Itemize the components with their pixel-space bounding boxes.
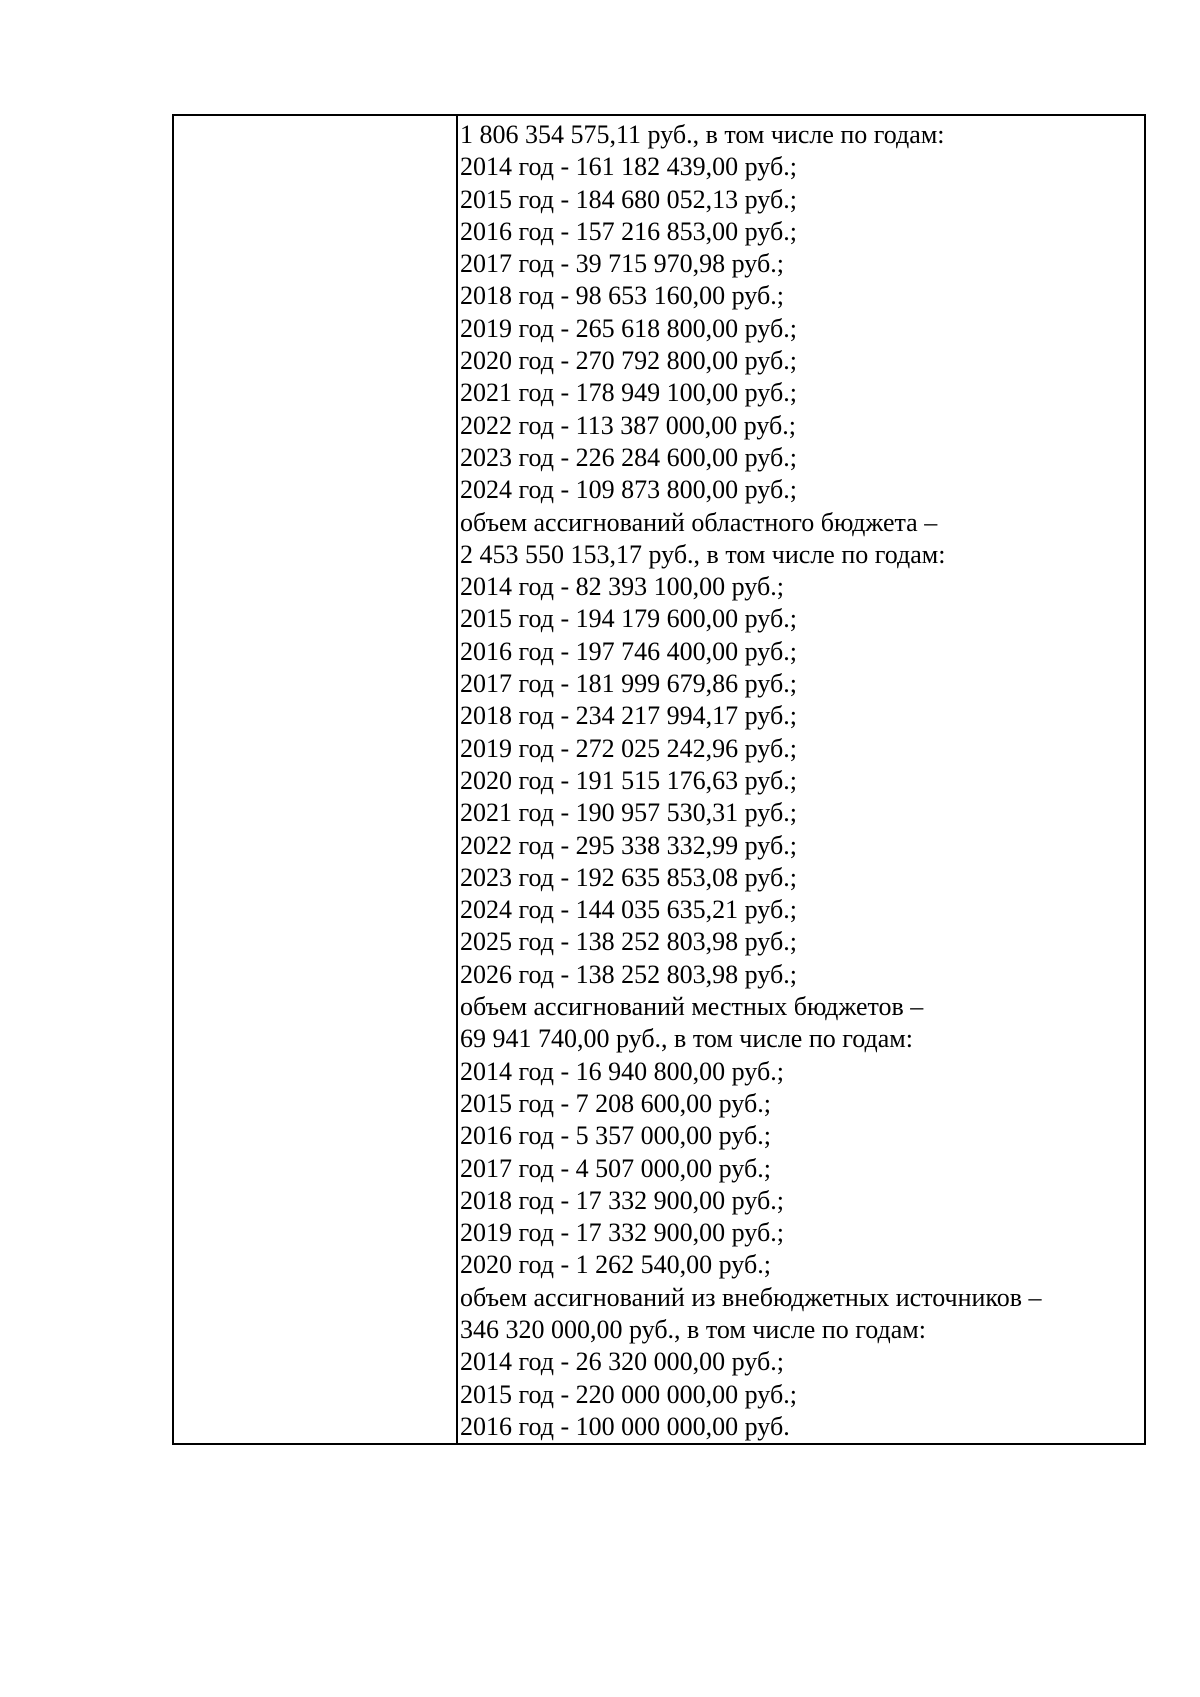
funding-line: 2014 год - 82 393 100,00 руб.; xyxy=(460,572,784,602)
funding-line: 2016 год - 157 216 853,00 руб.; xyxy=(460,216,797,246)
funding-line: 2015 год - 7 208 600,00 руб.; xyxy=(460,1088,771,1118)
funding-line: 2020 год - 270 792 800,00 руб.; xyxy=(460,346,797,376)
funding-line: 2023 год - 192 635 853,08 руб.; xyxy=(460,862,797,892)
funding-line: 2019 год - 265 618 800,00 руб.; xyxy=(460,313,797,343)
funding-line: 2015 год - 220 000 000,00 руб.; xyxy=(460,1379,797,1409)
funding-line: 69 941 740,00 руб., в том числе по годам: xyxy=(460,1024,913,1054)
funding-line: 2019 год - 272 025 242,96 руб.; xyxy=(460,733,797,763)
funding-line: 2018 год - 17 332 900,00 руб.; xyxy=(460,1185,784,1215)
funding-line: 2025 год - 138 252 803,98 руб.; xyxy=(460,927,797,957)
funding-line: 2024 год - 109 873 800,00 руб.; xyxy=(460,475,797,505)
funding-line: 2022 год - 295 338 332,99 руб.; xyxy=(460,830,797,860)
funding-line: 2023 год - 226 284 600,00 руб.; xyxy=(460,442,797,472)
funding-line: объем ассигнований местных бюджетов – xyxy=(460,992,924,1022)
funding-line: 2016 год - 197 746 400,00 руб.; xyxy=(460,636,797,666)
funding-line: 2020 год - 1 262 540,00 руб.; xyxy=(460,1250,771,1280)
funding-line: 2016 год - 100 000 000,00 руб. xyxy=(460,1411,790,1441)
funding-line: объем ассигнований областного бюджета – xyxy=(460,507,938,537)
funding-line: объем ассигнований из внебюджетных источников – xyxy=(460,1282,1042,1312)
funding-line: 2017 год - 4 507 000,00 руб.; xyxy=(460,1153,771,1183)
funding-table xyxy=(172,114,1146,1445)
funding-line: 2018 год - 234 217 994,17 руб.; xyxy=(460,701,797,731)
funding-line: 2020 год - 191 515 176,63 руб.; xyxy=(460,765,797,795)
funding-table-row xyxy=(173,115,1145,1444)
funding-label-cell xyxy=(173,115,457,1444)
funding-line: 2021 год - 190 957 530,31 руб.; xyxy=(460,798,797,828)
funding-values-cell xyxy=(457,115,1145,1444)
funding-line: 2014 год - 161 182 439,00 руб.; xyxy=(460,152,797,182)
funding-line: 2015 год - 184 680 052,13 руб.; xyxy=(460,184,797,214)
funding-line: 2019 год - 17 332 900,00 руб.; xyxy=(460,1218,784,1248)
funding-line: 2016 год - 5 357 000,00 руб.; xyxy=(460,1121,771,1151)
funding-line: 2022 год - 113 387 000,00 руб.; xyxy=(460,410,796,440)
funding-line: 2014 год - 16 940 800,00 руб.; xyxy=(460,1056,784,1086)
funding-line: 1 806 354 575,11 руб., в том числе по годам: xyxy=(460,120,945,149)
funding-line: 2021 год - 178 949 100,00 руб.; xyxy=(460,378,797,408)
funding-line: 2026 год - 138 252 803,98 руб.; xyxy=(460,959,797,989)
funding-line: 2017 год - 181 999 679,86 руб.; xyxy=(460,669,797,699)
funding-line: 2017 год - 39 715 970,98 руб.; xyxy=(460,249,784,279)
funding-line: 346 320 000,00 руб., в том числе по годам: xyxy=(460,1314,926,1344)
funding-lines xyxy=(458,116,1144,1443)
funding-line: 2024 год - 144 035 635,21 руб.; xyxy=(460,895,797,925)
funding-line: 2018 год - 98 653 160,00 руб.; xyxy=(460,281,784,311)
funding-line: 2015 год - 194 179 600,00 руб.; xyxy=(460,604,797,634)
funding-line: 2014 год - 26 320 000,00 руб.; xyxy=(460,1347,784,1377)
funding-line: 2 453 550 153,17 руб., в том числе по годам: xyxy=(460,539,946,569)
